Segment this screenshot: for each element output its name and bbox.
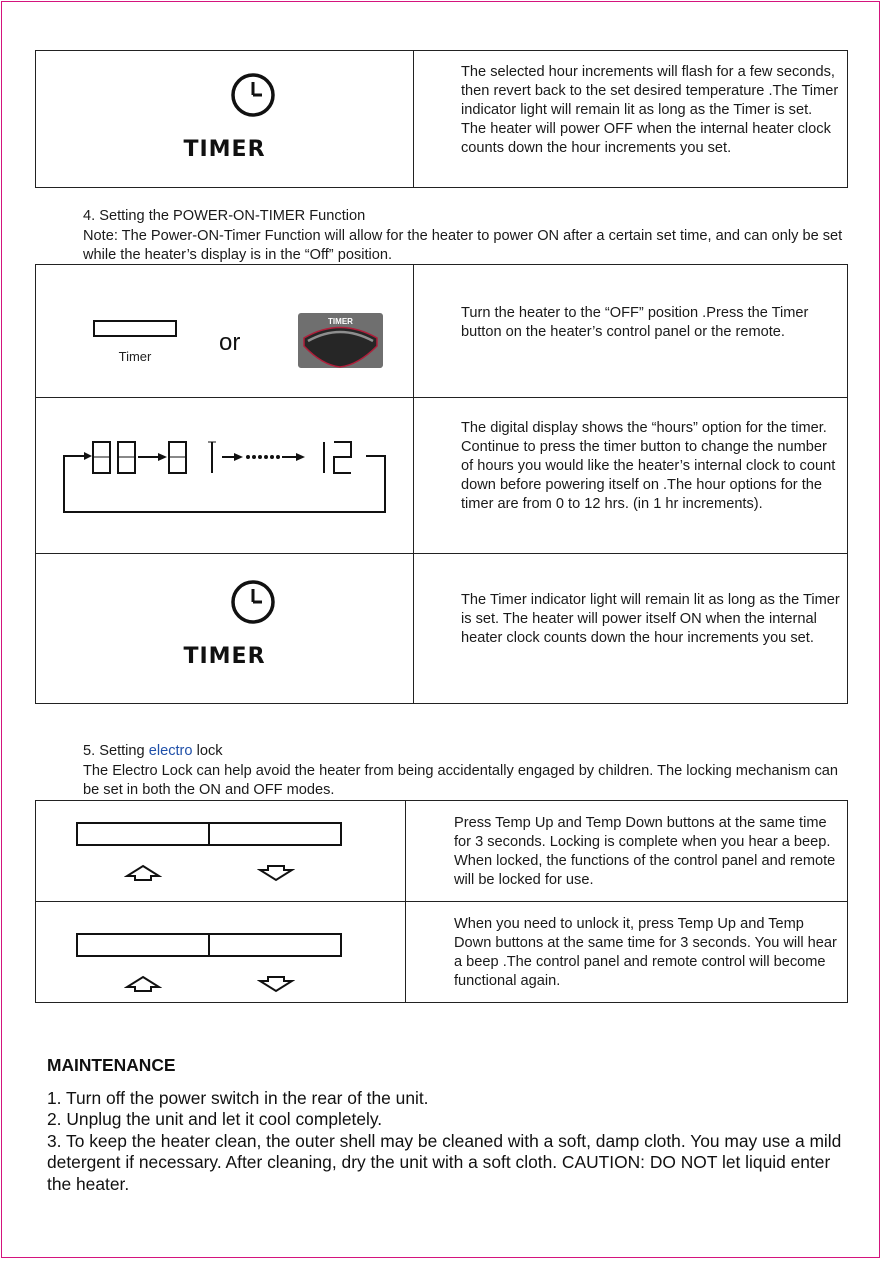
- temp-buttons-bar: [76, 822, 342, 846]
- section-4-heading: [83, 207, 843, 266]
- maintenance-item: 1. Turn off the power switch in the rear of the unit.: [47, 1087, 429, 1108]
- temp-down-icon: [257, 975, 295, 993]
- temp-down-button-shape: [208, 824, 340, 844]
- clock-icon: [229, 578, 277, 626]
- temp-up-button-shape: [78, 935, 208, 955]
- remote-button-shape: [298, 313, 383, 368]
- turn-off-description-cell: [414, 265, 848, 398]
- temp-up-button-shape: [78, 824, 208, 844]
- timer-icon-cell: [36, 51, 414, 188]
- timer-on-description: The Timer indicator light will remain lit as long as the Timer is set. The heater will power itself ON when the internal heater clock counts down the hour increments you set.: [461, 592, 840, 646]
- timer-description: The selected hour increments will flash for a few seconds, then revert back to the set desired temperature .The Timer indicator light will remain lit as long as the Timer is set. The heater will power OFF when the internal heater clock counts down the hour increments you set.: [461, 64, 839, 156]
- section-5-title-prefix: 5. Setting: [83, 743, 149, 759]
- digit-2: [334, 442, 351, 473]
- temp-down-icon: [257, 864, 295, 882]
- timer-description-cell: [414, 51, 848, 188]
- timer-label: TIMER: [183, 644, 266, 669]
- clock-icon: [229, 71, 277, 119]
- digital-display-cell: [36, 398, 414, 554]
- hours-description: The digital display shows the “hours” option for the timer. Continue to press the timer button to change the number of hours you would like the heater’s internal clock to count down before powering itself on .The hour options for the timer are from 0 to 12 hrs. (in 1 hr increments).: [461, 420, 836, 512]
- timer-on-icon-cell: [36, 554, 414, 704]
- timer-button-cell: [36, 265, 414, 398]
- section-5-title-accent: electro: [148, 743, 193, 759]
- remote-timer-button: [298, 313, 383, 368]
- lock-buttons-cell: [36, 801, 406, 902]
- section-5-title-suffix: lock: [192, 743, 223, 759]
- hours-description-cell: [414, 398, 848, 554]
- timer-button-shape: [93, 320, 177, 337]
- section-5-title: [83, 742, 843, 762]
- maintenance-item: 3. To keep the heater clean, the outer shell may be cleaned with a soft, damp cloth. You may use a mild detergent if necessary. After cleaning, dry the unit with a soft cloth. CAUTION: DO NOT let liquid enter the heater.: [47, 1130, 842, 1194]
- maintenance-section: [47, 1055, 852, 1195]
- section-4-note: Note: The Power-ON-Timer Function will allow for the heater to power ON after a certain set time, and can only be set while the heater’s display is in the “Off” position.: [83, 227, 843, 263]
- temp-buttons-bar: [76, 933, 342, 957]
- arrow-2: [234, 453, 243, 461]
- power-on-timer-table: [35, 264, 848, 704]
- section-5-intro: The Electro Lock can help avoid the heater from being accidentally engaged by children. The locking mechanism can be set in both the ON and OFF modes.: [83, 762, 838, 798]
- unlock-description-cell: [406, 902, 848, 1003]
- temp-up-icon: [124, 975, 162, 993]
- arrow-1: [158, 453, 167, 461]
- lock-description: Press Temp Up and Temp Down buttons at the same time for 3 seconds. Locking is complete when you hear a beep. When locked, the functions of the control panel and remote will be locked for use.: [454, 815, 836, 888]
- unlock-buttons-cell: [36, 902, 406, 1003]
- digital-display-sequence: [36, 398, 413, 554]
- maintenance-title: MAINTENANCE: [47, 1055, 176, 1075]
- remote-timer-label: TIMER: [328, 317, 353, 326]
- section-4-title: 4. Setting the POWER-ON-TIMER Function: [83, 208, 366, 224]
- electro-lock-table: [35, 800, 848, 1003]
- timer-button-label: Timer: [118, 349, 152, 364]
- lock-description-cell: [406, 801, 848, 902]
- unlock-description: When you need to unlock it, press Temp Up and Temp Down buttons at the same time for 3 seconds. You will hear a beep .The control panel and remote control will become functional again.: [454, 916, 837, 989]
- loop-line: [64, 456, 385, 512]
- timer-flash-table: [35, 50, 848, 188]
- or-text: or: [219, 329, 241, 356]
- turn-off-description: Turn the heater to the “OFF” position .Press the Timer button on the heater’s control panel or the remote.: [461, 305, 809, 340]
- section-5-heading: [83, 742, 843, 801]
- timer-on-description-cell: [414, 554, 848, 704]
- temp-up-icon: [124, 864, 162, 882]
- maintenance-item: 2. Unplug the unit and let it cool completely.: [47, 1109, 383, 1129]
- timer-label: TIMER: [183, 137, 266, 162]
- temp-down-button-shape: [208, 935, 340, 955]
- arrow-3: [296, 453, 305, 461]
